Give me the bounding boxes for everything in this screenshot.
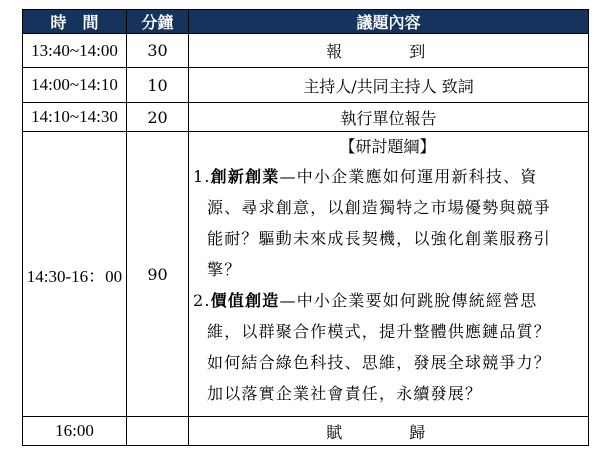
topic-line (193, 291, 538, 310)
table-row (23, 68, 589, 103)
topic-dash: — (279, 167, 297, 186)
agenda-cell: 主持人/共同主持人 致詞 (189, 68, 589, 103)
agenda-column-header: 議題內容 (189, 10, 589, 34)
topic-heading: 創新創業 (210, 167, 280, 186)
clipped-heading-fragment (22, 0, 92, 3)
topic-text: 源、尋求創意，以創造獨特之市場優勢與競爭 (207, 198, 552, 217)
discussion-topic (193, 285, 582, 409)
table-row (23, 132, 589, 417)
topic-text: 如何結合綠色科技、思維，發展全球競爭力？ (207, 353, 552, 372)
agenda-text: 賦 歸 (326, 422, 451, 442)
table-row (23, 103, 589, 132)
minutes-cell: 90 (127, 132, 189, 417)
time-cell: 16:00 (23, 417, 127, 446)
table-row (23, 417, 589, 446)
topic-text: 加以落實企業社會責任，永續發展？ (207, 384, 483, 403)
topic-line (193, 167, 538, 186)
topic-text: 中小企業應如何運用新科技、資 (296, 167, 538, 186)
topic-dash: — (279, 291, 297, 310)
time-column-header: 時 間 (23, 10, 127, 34)
agenda-cell (189, 417, 589, 446)
topic-text: 中小企業要如何跳脫傳統經營思 (296, 291, 538, 310)
topic-text: 維，以群聚合作模式，提升整體供應鏈品質？ (207, 322, 552, 341)
agenda-cell: 執行單位報告 (189, 103, 589, 132)
time-cell: 14:30-16：00 (23, 132, 127, 417)
agenda-cell (189, 34, 589, 68)
minutes-cell (127, 417, 189, 446)
discussion-topic (193, 161, 582, 285)
minutes-cell: 20 (127, 103, 189, 132)
table-row (23, 34, 589, 68)
time-cell: 14:10~14:30 (23, 103, 127, 132)
discussion-title: 【研討題綱】 (339, 137, 436, 156)
topic-heading: 價值創造 (210, 291, 280, 310)
time-cell: 13:40~14:00 (23, 34, 127, 68)
minutes-cell: 30 (127, 34, 189, 68)
minutes-column-header: 分鐘 (127, 10, 189, 34)
topic-text: 擎？ (207, 260, 242, 279)
discussion-cell (189, 132, 589, 417)
topic-number: 2. (193, 291, 211, 310)
agenda-table (22, 9, 589, 446)
time-cell: 14:00~14:10 (23, 68, 127, 103)
topic-number: 1. (193, 167, 211, 186)
table-header-row (23, 10, 589, 34)
minutes-cell: 10 (127, 68, 189, 103)
topic-text: 能耐？驅動未來成長契機，以強化創業服務引 (207, 229, 552, 248)
agenda-text: 報 到 (326, 42, 451, 61)
